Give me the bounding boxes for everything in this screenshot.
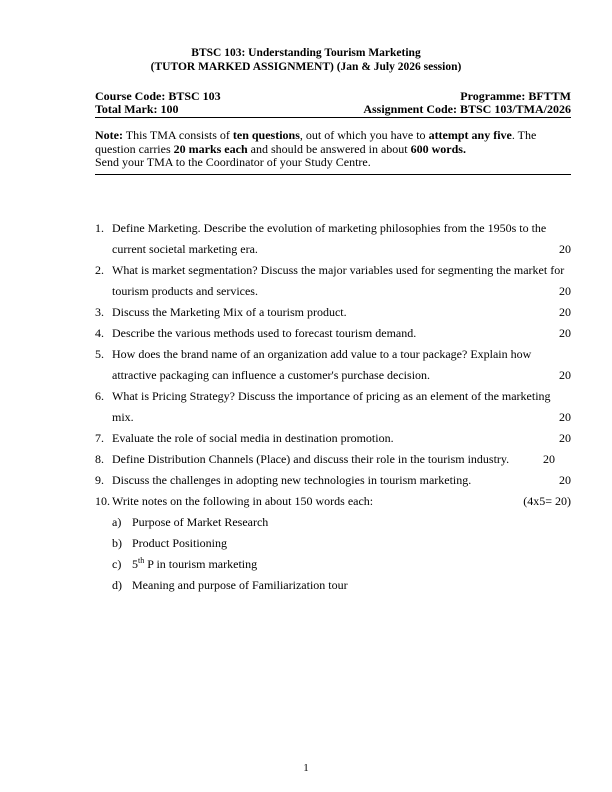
question-text: Discuss the challenges in adopting new technologies in tourism marketing. — [112, 473, 472, 487]
question-text: attractive packaging can influence a customer's purchase decision. — [112, 368, 431, 382]
question-list — [95, 218, 571, 596]
question-marks: 20 — [559, 410, 571, 424]
list-item — [112, 512, 571, 533]
assignment-subtitle: (TUTOR MARKED ASSIGNMENT) (Jan & July 2026 session) — [150, 61, 462, 73]
list-item — [112, 575, 571, 596]
question-number: 10. — [95, 494, 110, 508]
programme: Programme: BFTTM — [460, 89, 571, 103]
question-number: 5. — [95, 347, 104, 361]
subitem-prefix: 5 — [132, 557, 138, 571]
question-marks: 20 — [559, 326, 571, 340]
subitem-rest: P in tourism marketing — [144, 557, 258, 571]
question-number: 4. — [95, 326, 104, 340]
question-number: 8. — [95, 452, 104, 466]
subitem-letter: c) — [112, 557, 122, 571]
course-code: Course Code: BTSC 103 — [95, 89, 221, 103]
list-item — [112, 533, 571, 554]
question-2 — [95, 260, 571, 281]
note-label: Note: — [95, 128, 123, 142]
note-text-3: . The question carries — [95, 128, 537, 156]
question-marks: 20 — [559, 473, 571, 487]
question-marks: 20 — [559, 284, 571, 298]
document-header — [0, 46, 612, 74]
question-text: What is market segmentation? Discuss the major variables used for segmenting the market for — [112, 263, 565, 277]
subitem-text: Meaning and purpose of Familiarization tour — [132, 578, 348, 592]
question-text: mix. — [112, 410, 134, 424]
question-marks: 20 — [559, 431, 571, 445]
total-mark: Total Mark: 100 — [95, 102, 179, 116]
question-number: 2. — [95, 263, 104, 277]
note-block — [95, 129, 571, 170]
assignment-code: Assignment Code: BTSC 103/TMA/2026 — [363, 102, 571, 116]
question-marks: (4x5= 20) — [523, 494, 571, 508]
note-bold-4: 600 words. — [410, 141, 466, 156]
course-title: BTSC 103: Understanding Tourism Marketing — [191, 47, 421, 59]
page-number: 1 — [303, 762, 309, 774]
question-7 — [95, 428, 571, 449]
question-5 — [95, 344, 571, 365]
question-6-cont — [95, 407, 571, 428]
question-8 — [95, 449, 571, 470]
question-text: current societal marketing era. — [112, 242, 258, 256]
question-marks: 20 — [543, 452, 555, 466]
question-number: 3. — [95, 305, 104, 319]
question-5-cont — [95, 365, 571, 386]
meta-row-1 — [95, 89, 571, 103]
question-text: Define Marketing. Describe the evolution of marketing philosophies from the 1950s to the — [112, 221, 547, 235]
question-text: Evaluate the role of social media in destination promotion. — [112, 431, 394, 445]
subitem-text: Purpose of Market Research — [132, 515, 269, 529]
note-text-2: , out of which you have to — [299, 128, 429, 142]
subitem-superscript: th — [138, 556, 145, 565]
subitem-text — [132, 554, 257, 575]
question-number: 7. — [95, 431, 104, 445]
question-10-subitems — [112, 512, 571, 596]
question-6 — [95, 386, 571, 407]
question-marks: 20 — [559, 368, 571, 382]
question-text: Write notes on the following in about 150 words each: — [112, 494, 374, 508]
question-text: Describe the various methods used to forecast tourism demand. — [112, 326, 417, 340]
question-text: What is Pricing Strategy? Discuss the importance of pricing as an element of the marketing — [112, 389, 551, 403]
note-text-1: This TMA consists of — [122, 128, 233, 142]
note-text-4: and should be answered in about — [247, 141, 411, 156]
list-item — [112, 554, 571, 575]
question-marks: 20 — [559, 305, 571, 319]
question-marks: 20 — [559, 242, 571, 256]
note-divider — [95, 174, 571, 175]
header-divider — [95, 117, 571, 118]
question-text: Discuss the Marketing Mix of a tourism product. — [112, 305, 347, 319]
question-text: tourism products and services. — [112, 284, 258, 298]
question-text: How does the brand name of an organization add value to a tour package? Explain how — [112, 347, 532, 361]
subitem-letter: b) — [112, 536, 122, 550]
question-4 — [95, 323, 571, 344]
note-bold-1: ten questions — [232, 128, 300, 142]
question-2-cont — [95, 281, 571, 302]
question-1 — [95, 218, 571, 239]
note-bold-2: attempt any five — [428, 128, 512, 142]
question-number: 6. — [95, 389, 104, 403]
question-3 — [95, 302, 571, 323]
subitem-letter: d) — [112, 578, 122, 592]
question-number: 9. — [95, 473, 104, 487]
subitem-text: Product Positioning — [132, 536, 228, 550]
question-9 — [95, 470, 571, 491]
question-10 — [95, 491, 571, 512]
question-number: 1. — [95, 221, 104, 235]
meta-row-2 — [95, 102, 571, 116]
question-1-cont — [95, 239, 571, 260]
note-bold-3: 20 marks each — [173, 141, 248, 156]
subitem-letter: a) — [112, 515, 122, 529]
note-line-3: Send your TMA to the Coordinator of your Study Centre. — [95, 155, 371, 169]
question-text: Define Distribution Channels (Place) and discuss their role in the tourism industry. — [112, 452, 510, 466]
